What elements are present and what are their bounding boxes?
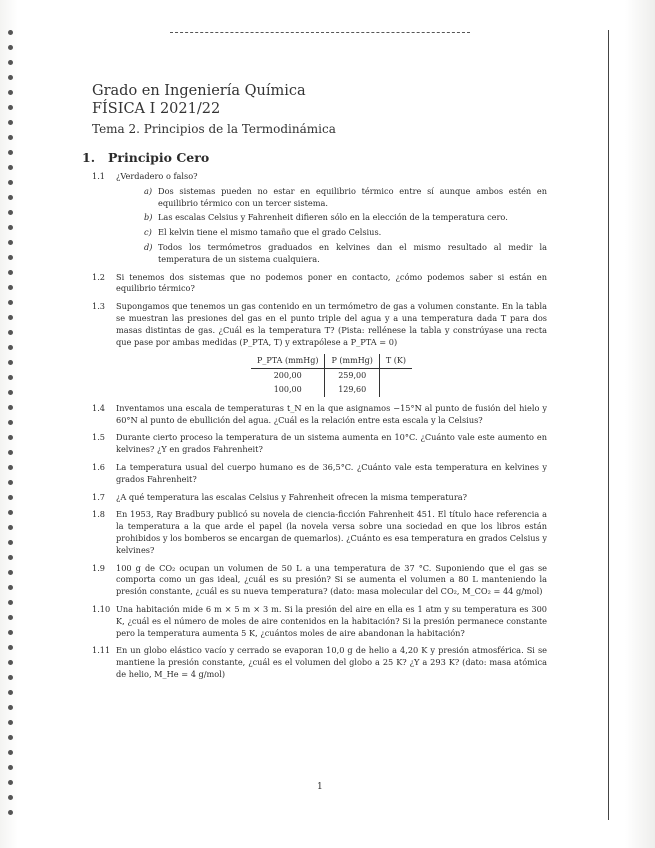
problem-1-1 bbox=[92, 171, 547, 266]
section-heading bbox=[82, 150, 547, 165]
problem-number: 1.4 bbox=[92, 402, 106, 413]
problem-number: 1.5 bbox=[92, 432, 106, 443]
problem-1-4 bbox=[92, 403, 547, 427]
problem-number: 1.1 bbox=[92, 171, 106, 181]
table-cell bbox=[379, 383, 412, 397]
problem-1-10 bbox=[92, 604, 547, 639]
table-cell: 200,00 bbox=[251, 369, 325, 383]
problem-text: Durante cierto proceso la temperatura de un sistema aumenta en 10°C. ¿Cuánto vale este aumento en kelvines? ¿Y en grados Fahrenheit? bbox=[116, 432, 547, 455]
problem-text: En un globo elástico vacío y cerrado se evaporan 10,0 g de helio a 4,20 K y presión atmosférica. Si se mantiene la presión constante, ¿cuál es el volumen del globo a 25 K? ¿Y a 293 K? (dato: masa atómica de helio, M_He = 4 g/mol) bbox=[116, 645, 547, 679]
table-header: P_PTA (mmHg) bbox=[251, 354, 325, 368]
table-cell: 259,00 bbox=[325, 369, 379, 383]
problem-1-11 bbox=[92, 645, 547, 680]
page-content bbox=[82, 82, 547, 681]
problem-text: ¿Verdadero o falso? bbox=[116, 171, 198, 181]
problem-1-2 bbox=[92, 272, 547, 296]
problem-text: Una habitación mide 6 m × 5 m × 3 m. Si la presión del aire en ella es 1 atm y su temperatura es 300 K, ¿cuál es el número de moles de aire contenidos en la habitación? Si la presión permanece constante pero la temperatura aumenta 5 K, ¿cuántos moles de aire abandonan la habitación? bbox=[116, 603, 547, 638]
table-cell: 129,60 bbox=[325, 383, 379, 397]
problem-text: Inventamos una escala de temperaturas t_N en la que asignamos −15°N al punto de fusión del hielo y 60°N al punto de ebullición del agua. ¿Cuál es la relación entre esta escala y la Celsius? bbox=[116, 402, 547, 425]
problem-number: 1.8 bbox=[92, 509, 106, 520]
list-item: d) Todos los termómetros graduados en kelvines dan el mismo resultado al medir la temperatura de un sistema cualquiera. bbox=[144, 241, 547, 264]
table-row bbox=[251, 383, 412, 397]
problem-1-7 bbox=[92, 492, 547, 504]
page-number: 1 bbox=[317, 782, 323, 792]
section-number: 1. bbox=[82, 150, 96, 165]
problem-number: 1.10 bbox=[92, 603, 111, 614]
problem-text: Supongamos que tenemos un gas contenido en un termómetro de gas a volumen constante. En la tabla se muestran las presiones del gas en el punto triple del agua y a una temperatura dada T para dos masas distintas de gas. ¿Cuál es la temperatura T? (Pista: rellénese la tabla y constrúyase una recta que pase por ambas medidas (P_PTA, T) y extrapólese a P_PTA = 0) bbox=[116, 301, 547, 347]
pressure-table bbox=[251, 354, 412, 396]
binder-holes bbox=[8, 30, 16, 830]
problem-1-8 bbox=[92, 509, 547, 556]
problem-number: 1.11 bbox=[92, 645, 111, 656]
topic-title: Tema 2. Principios de la Termodinámica bbox=[92, 122, 336, 136]
scan-top-edge bbox=[170, 32, 470, 33]
degree-title: Grado en Ingeniería Química bbox=[92, 83, 306, 99]
problem-1-6 bbox=[92, 462, 547, 486]
problem-text: 100 g de CO₂ ocupan un volumen de 50 L a una temperatura de 37 °C. Suponiendo que el gas se comporta como un gas ideal, ¿cuál es su presión? Si se aumenta el volumen a 80 L manteniendo la presión constante, ¿cuál es su nueva temperatura? (dato: masa molecular del CO₂, M_CO₂ = 44 g/mol) bbox=[116, 562, 547, 597]
table-cell bbox=[379, 369, 412, 383]
problem-text: La temperatura usual del cuerpo humano es de 36,5°C. ¿Cuánto vale esta temperatura en kelvines y grados Fahrenheit? bbox=[116, 461, 547, 484]
table-cell: 100,00 bbox=[251, 383, 325, 397]
problem-1-5 bbox=[92, 432, 547, 456]
problem-number: 1.2 bbox=[92, 271, 106, 282]
table-header: T (K) bbox=[379, 354, 412, 368]
table-row bbox=[251, 369, 412, 383]
course-title: FÍSICA I 2021/22 bbox=[92, 101, 221, 117]
page-edge bbox=[608, 30, 609, 820]
section-title: Principio Cero bbox=[108, 150, 210, 165]
problem-number: 1.6 bbox=[92, 461, 106, 472]
problem-text: En 1953, Ray Bradbury publicó su novela de ciencia-ficción Fahrenheit 451. El título hace referencia a la temperatura a la que arde el papel (la novela versa sobre una sociedad en que los libros están prohibidos y los bomberos se encargan de quemarlos). ¿Cuánto es esa temperatura en grados Celsius y kelvines? bbox=[116, 509, 547, 555]
list-item: b) Las escalas Celsius y Fahrenheit difieren sólo en la elección de la temperatura cero. bbox=[144, 212, 508, 223]
problem-1-9 bbox=[92, 563, 547, 598]
problem-number: 1.3 bbox=[92, 301, 106, 312]
table-header: P (mmHg) bbox=[325, 354, 379, 368]
true-false-list bbox=[116, 186, 547, 266]
list-item: a) Dos sistemas pueden no estar en equilibrio térmico entre sí aunque ambos estén en equilibrio térmico con un tercer sistema. bbox=[144, 185, 547, 208]
list-item: c) El kelvin tiene el mismo tamaño que el grado Celsius. bbox=[144, 227, 382, 238]
problem-number: 1.9 bbox=[92, 562, 106, 573]
problem-text: Si tenemos dos sistemas que no podemos poner en contacto, ¿cómo podemos saber si están en equilibrio térmico? bbox=[116, 271, 547, 294]
problem-text: ¿A qué temperatura las escalas Celsius y Fahrenheit ofrecen la misma temperatura? bbox=[116, 491, 468, 502]
problem-number: 1.7 bbox=[92, 491, 106, 502]
problem-1-3 bbox=[92, 301, 547, 397]
